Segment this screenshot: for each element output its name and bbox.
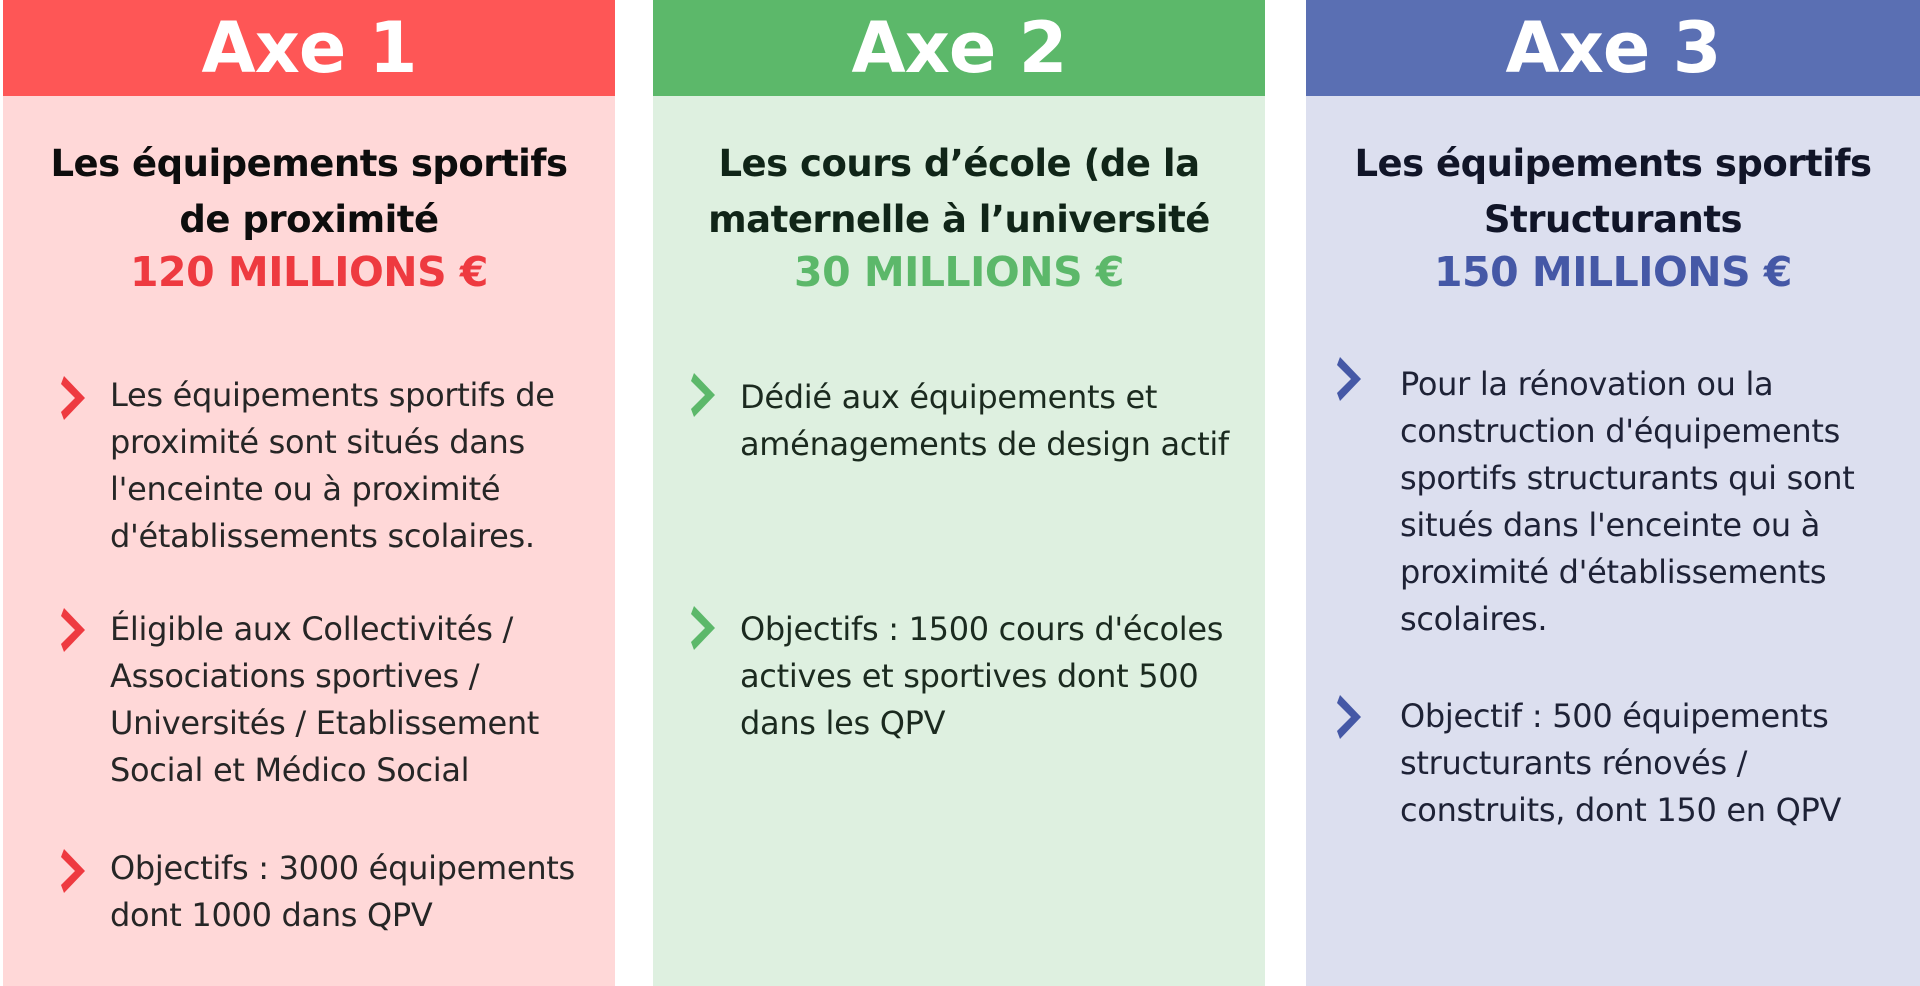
bullet-line: Dédié aux équipements et: [740, 378, 1158, 416]
axe-1-header-label: Axe 1: [201, 7, 417, 89]
bullet-line: Les équipements sportifs de: [110, 376, 555, 414]
bullet-line: Éligible aux Collectivités /: [110, 610, 513, 648]
axe-3-amount: 150 MILLIONS €: [1434, 248, 1792, 296]
bullet-line: proximité sont situés dans: [110, 423, 525, 461]
bullet-text: [110, 845, 650, 939]
axe-2-title-line: Les cours d’école (de la: [718, 142, 1200, 185]
axe-3-title-line: Structurants: [1483, 198, 1743, 241]
axe-1-title: [23, 136, 595, 248]
axe-2-header: [653, 0, 1265, 96]
bullet-line: situés dans l'enceinte ou à: [1400, 506, 1821, 544]
axe-1-title-line: Les équipements sportifs: [50, 142, 568, 185]
bullet-text: [110, 606, 650, 794]
bullet-line: d'établissements scolaires.: [110, 517, 535, 555]
chevron-right-icon: [688, 369, 728, 421]
axe-1-amount: 120 MILLIONS €: [130, 248, 488, 296]
bullet-line: Social et Médico Social: [110, 751, 470, 789]
bullet-line: dont 1000 dans QPV: [110, 896, 433, 934]
chevron-right-icon: [58, 604, 98, 656]
axe-3-header-label: Axe 3: [1505, 7, 1721, 89]
bullet-line: construits, dont 150 en QPV: [1400, 791, 1842, 829]
chevron-right-icon: [58, 372, 98, 424]
chevron-right-icon: [1334, 691, 1374, 743]
bullet-line: Universités / Etablissement: [110, 704, 540, 742]
axe-3-title: [1326, 136, 1900, 248]
bullet-line: Associations sportives /: [110, 657, 480, 695]
bullet-text: [740, 374, 1280, 468]
chevron-right-icon: [1334, 353, 1374, 405]
axe-2-title: [673, 136, 1245, 248]
axe-1-column: [3, 0, 615, 986]
bullet-text: [1400, 693, 1920, 834]
bullet-line: proximité d'établissements: [1400, 553, 1827, 591]
axe-3-header: [1306, 0, 1920, 96]
bullet-line: Objectifs : 3000 équipements: [110, 849, 575, 887]
axe-2-title-line: maternelle à l’université: [708, 198, 1210, 241]
axe-1-header: [3, 0, 615, 96]
bullet-line: scolaires.: [1400, 600, 1548, 638]
bullet-text: [1400, 361, 1920, 643]
axe-2-amount: 30 MILLIONS €: [794, 248, 1124, 296]
chevron-right-icon: [58, 845, 98, 897]
chevron-right-icon: [688, 602, 728, 654]
bullet-text: [740, 606, 1280, 747]
bullet-line: actives et sportives dont 500: [740, 657, 1199, 695]
bullet-line: Pour la rénovation ou la: [1400, 365, 1774, 403]
axe-3-title-line: Les équipements sportifs: [1354, 142, 1872, 185]
bullet-line: Objectifs : 1500 cours d'écoles: [740, 610, 1224, 648]
bullet-line: dans les QPV: [740, 704, 946, 742]
bullet-line: structurants rénovés /: [1400, 744, 1748, 782]
bullet-line: construction d'équipements: [1400, 412, 1841, 450]
axe-3-column: [1306, 0, 1920, 986]
bullet-line: aménagements de design actif: [740, 425, 1229, 463]
bullet-line: l'enceinte ou à proximité: [110, 470, 501, 508]
axe-2-header-label: Axe 2: [851, 7, 1067, 89]
bullet-line: Objectif : 500 équipements: [1400, 697, 1829, 735]
axe-1-title-line: de proximité: [179, 198, 439, 241]
bullet-line: sportifs structurants qui sont: [1400, 459, 1855, 497]
bullet-text: [110, 372, 650, 560]
axe-2-column: [653, 0, 1265, 986]
